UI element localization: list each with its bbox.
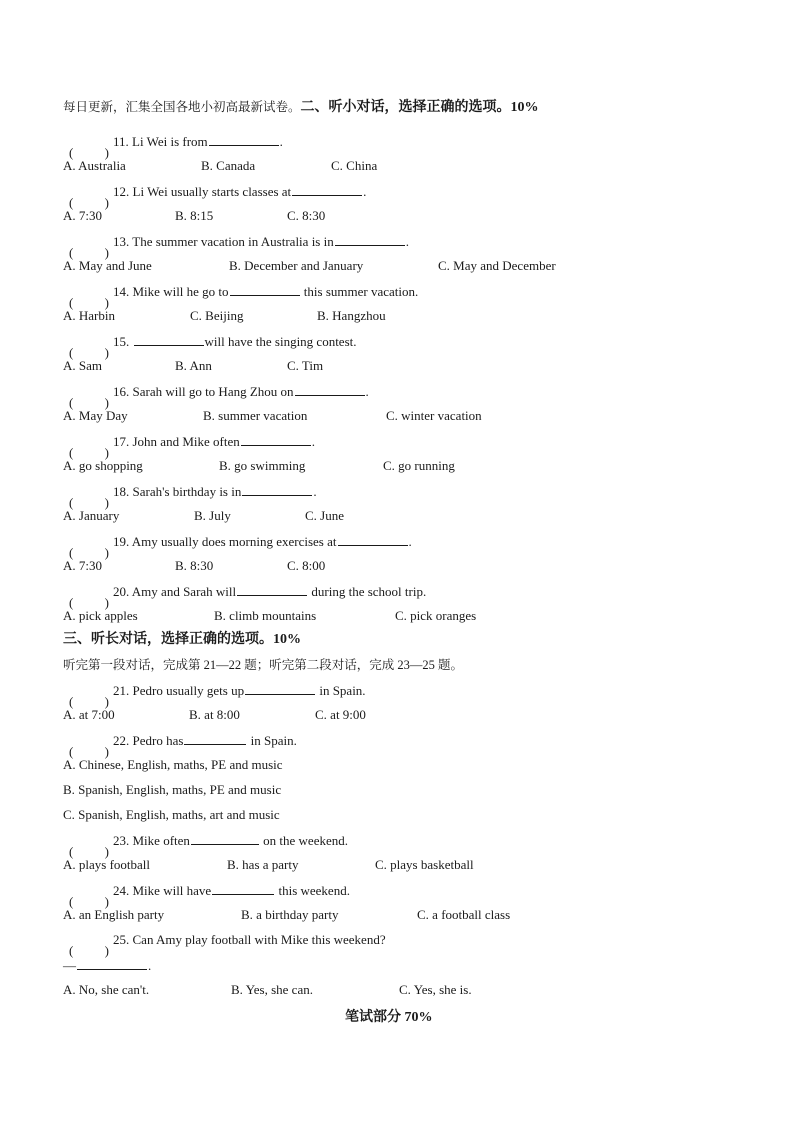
question-17: 17. John and Mike often . [113,434,315,449]
options-12 [63,208,663,224]
option-c: C. Spanish, English, maths, art and music [63,807,280,822]
question-18: 18. Sarah's birthday is in . [113,484,317,499]
option-c: C. go running [383,458,455,473]
question-14: 14. Mike will he go to this summer vacation. [113,284,419,299]
option-a: A. May Day [63,408,128,423]
header-prefix: 每日更新，汇集全国各地小初高最新试卷。 [63,100,301,114]
option-a: A. Harbin [63,308,115,323]
option-c: C. plays basketball [375,857,474,872]
options-14 [63,308,663,324]
option-b: C. Beijing [190,308,244,323]
options-21 [63,707,663,723]
answer-blank [209,133,279,146]
option-b: B. 8:30 [175,558,214,573]
answer-blank [335,233,405,246]
options-15 [63,358,663,374]
question-19: 19. Amy usually does morning exercises at . [113,534,412,549]
option-b: B. Spanish, English, maths, PE and music [63,782,282,797]
options-20 [63,608,663,624]
section-3-instruction: 听完第一段对话，完成第 21—22 题；听完第二段对话，完成 23—25 题。 [63,658,464,672]
answer-blank [237,583,307,596]
option-b: B. Canada [201,158,256,173]
options-25 [63,982,663,998]
option-a: A. Australia [63,158,126,173]
options-24 [63,907,663,923]
option-c: C. China [331,158,378,173]
option-b: B. has a party [227,857,299,872]
options-18 [63,508,663,524]
question-25: 25. Can Amy play football with Mike this weekend? [113,932,386,947]
option-b: B. Ann [175,358,212,373]
option-a: A. pick apples [63,608,138,623]
option-a: A. plays football [63,857,151,872]
option-a: A. January [63,508,120,523]
answer-blank [242,483,312,496]
options-19 [63,558,663,574]
option-c: C. a football class [417,907,511,922]
answer-blank [241,433,311,446]
question-12: 12. Li Wei usually starts classes at . [113,184,367,199]
options-23 [63,857,663,873]
option-c: C. Tim [287,358,324,373]
option-a: A. Chinese, English, maths, PE and music [63,757,283,772]
question-13: 13. The summer vacation in Australia is in . [113,234,409,249]
option-c: C. 8:30 [287,208,326,223]
option-c: C. at 9:00 [315,707,366,722]
answer-blank [338,533,408,546]
option-a: A. an English party [63,907,165,922]
question-21: 21. Pedro usually gets up in Spain. [113,683,366,698]
option-b: B. 8:15 [175,208,214,223]
option-c: C. 8:00 [287,558,326,573]
question-20: 20. Amy and Sarah will during the school trip. [113,584,427,599]
page-header [63,99,539,116]
question-23: 23. Mike often on the weekend. [113,833,348,848]
option-b: B. December and January [229,258,364,273]
answer-blank [292,183,362,196]
question-15: 15. will have the singing contest. [113,334,357,349]
option-c: B. Hangzhou [317,308,386,323]
option-b: B. go swimming [219,458,306,473]
answer-line-25: — . [63,958,152,973]
answer-blank [184,732,246,745]
option-a: A. Sam [63,358,102,373]
question-24: 24. Mike will have this weekend. [113,883,350,898]
option-b: B. July [194,508,231,523]
option-c: C. Yes, she is. [399,982,472,997]
answer-blank [134,333,204,346]
options-16 [63,408,663,424]
question-11: 11. Li Wei is from . [113,134,283,149]
option-a: A. May and June [63,258,152,273]
answer-blank [77,957,147,970]
option-b: B. climb mountains [214,608,317,623]
question-22: 22. Pedro has in Spain. [113,733,297,748]
option-c: C. June [305,508,344,523]
option-a: A. at 7:00 [63,707,115,722]
option-a: A. 7:30 [63,558,102,573]
answer-blank [212,882,274,895]
answer-blank [191,832,259,845]
option-b: B. summer vacation [203,408,308,423]
option-a: A. go shopping [63,458,143,473]
option-c: C. winter vacation [386,408,482,423]
section-3-title: 三、听长对话，选择正确的选项。10% [63,632,301,647]
section-2-title: 二、听小对话，选择正确的选项。10% [300,100,539,115]
option-c: C. pick oranges [395,608,477,623]
option-c: C. May and December [438,258,556,273]
answer-blank [245,682,315,695]
option-a: A. No, she can't. [63,982,150,997]
written-part-title: 笔试部分 70% [345,1010,433,1025]
question-16: 16. Sarah will go to Hang Zhou on . [113,384,369,399]
answer-blank [230,283,300,296]
option-b: B. Yes, she can. [231,982,313,997]
options-13 [63,258,663,274]
options-11 [63,158,663,174]
options-17 [63,458,663,474]
option-a: A. 7:30 [63,208,102,223]
option-b: B. at 8:00 [189,707,240,722]
option-b: B. a birthday party [241,907,339,922]
answer-blank [295,383,365,396]
